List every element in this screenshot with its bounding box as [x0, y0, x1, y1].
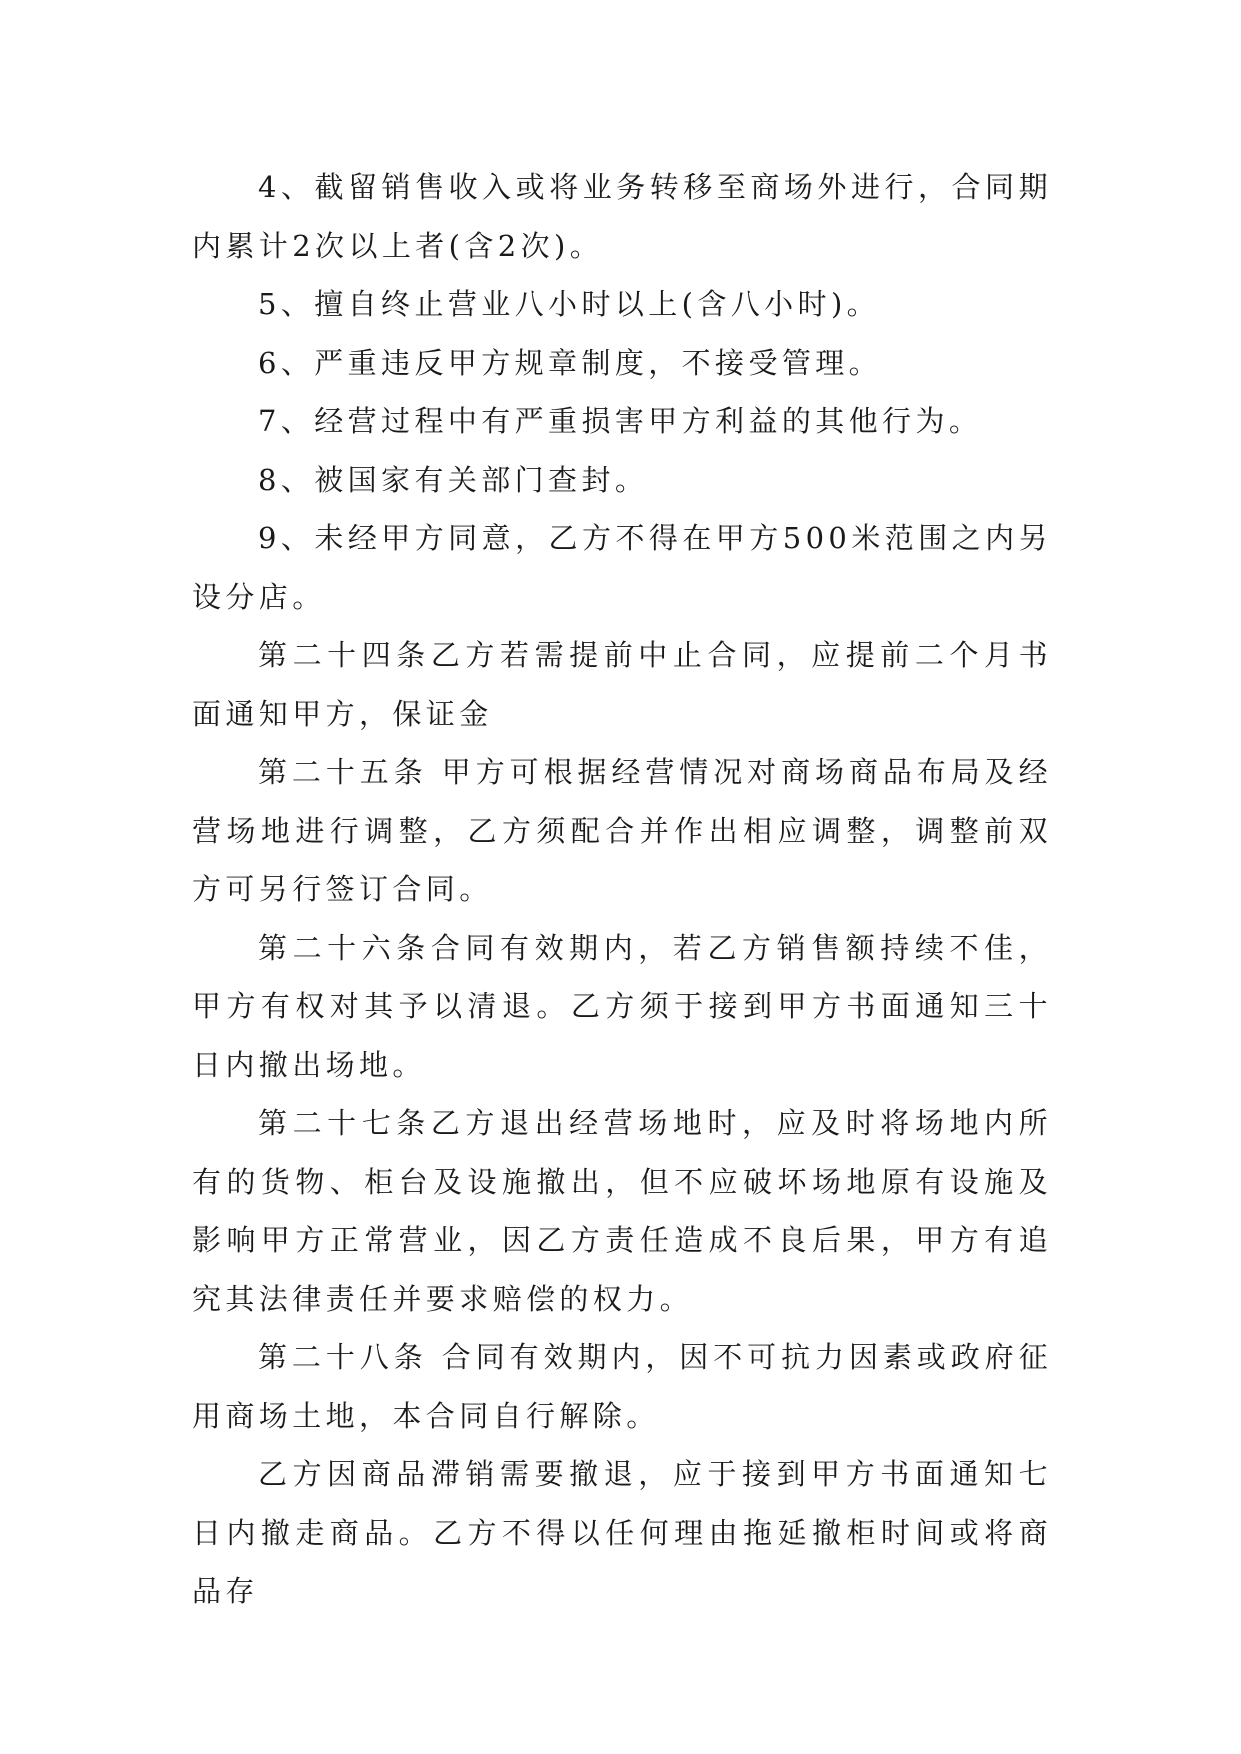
clause-6-paragraph: 6、严重违反甲方规章制度，不接受管理。 — [258, 345, 883, 380]
article-24-paragraph: 第二十四条乙方若需提前中止合同，应提前二个月书面通知甲方，保证金 — [192, 638, 1052, 731]
clause-8-paragraph: 8、被国家有关部门查封。 — [258, 462, 649, 497]
clause-9-paragraph: 9、未经甲方同意，乙方不得在甲方500米范围之内另设分店。 — [192, 521, 1052, 614]
clause-7-paragraph: 7、经营过程中有严重损害甲方利益的其他行为。 — [258, 404, 983, 438]
clause-4-paragraph: 4、截留销售收入或将业务转移至商场外进行，合同期内累计2次以上者(含2次)。 — [192, 170, 1052, 263]
article-25-paragraph: 第二十五条 甲方可根据经营情况对商场商品布局及经营场地进行调整，乙方须配合并作出相应调整，调整前双方可另行签订合同。 — [192, 755, 1052, 906]
clause-5-paragraph: 5、擅自终止营业八小时以上(含八小时)。 — [258, 287, 881, 321]
document-body — [192, 158, 1052, 1621]
article-28-paragraph: 第二十八条 合同有效期内，因不可抗力因素或政府征用商场土地，本合同自行解除。 — [192, 1340, 1052, 1433]
article-27-paragraph: 第二十七条乙方退出经营场地时，应及时将场地内所有的货物、柜台及设施撤出，但不应破坏场地原有设施及影响甲方正常营业，因乙方责任造成不良后果，甲方有追究其法律责任并要求赔偿的权力。 — [192, 1106, 1052, 1316]
withdrawal-paragraph: 乙方因商品滞销需要撤退，应于接到甲方书面通知七日内撤走商品。乙方不得以任何理由拖延撤柜时间或将商品存 — [192, 1457, 1052, 1608]
article-26-paragraph: 第二十六条合同有效期内，若乙方销售额持续不佳，甲方有权对其予以清退。乙方须于接到甲方书面通知三十日内撤出场地。 — [192, 930, 1052, 1082]
